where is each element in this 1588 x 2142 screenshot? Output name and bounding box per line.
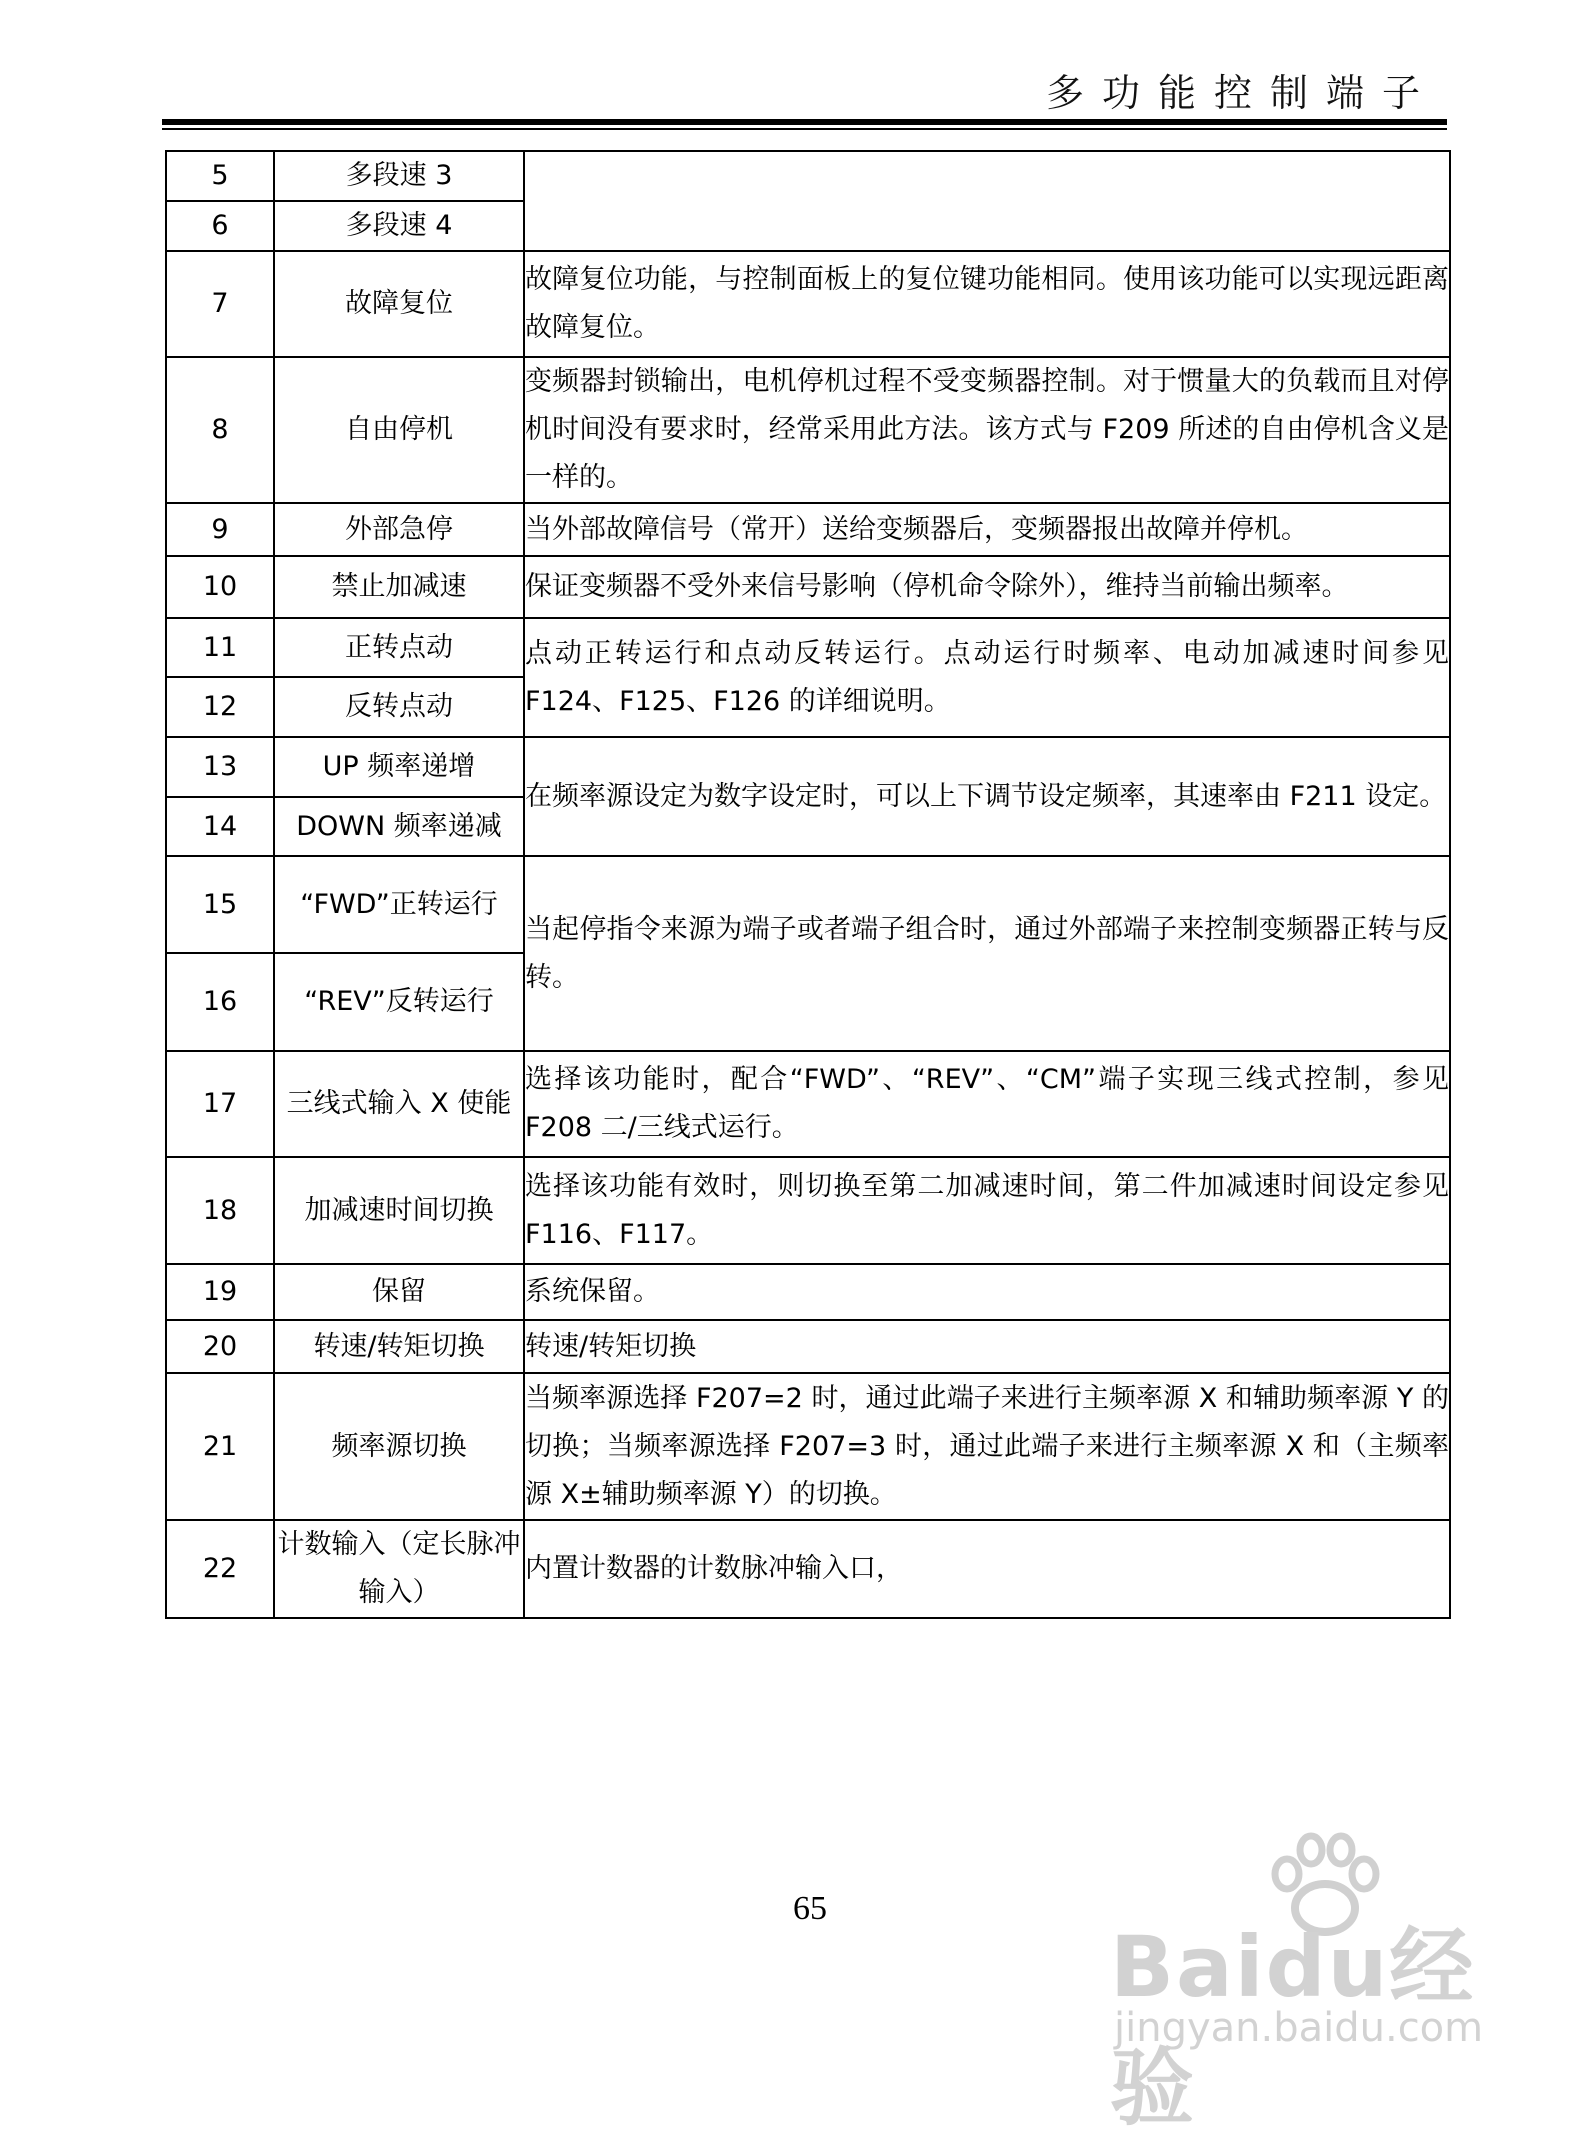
row-description: 当频率源选择 F207=2 时，通过此端子来进行主频率源 X 和辅助频率源 Y 的切换；当频率源选择 F207=3 时，通过此端子来进行主频率源 X 和（主频率源 X±辅助频率源 Y）的切换。 [524, 1373, 1450, 1520]
row-number: 6 [166, 201, 274, 251]
row-number: 9 [166, 503, 274, 556]
table-row [166, 357, 1450, 503]
row-function-name: 加减速时间切换 [274, 1157, 524, 1264]
row-description: 变频器封锁输出，电机停机过程不受变频器控制。对于惯量大的负载而且对停机时间没有要求时，经常采用此方法。该方式与 F209 所述的自由停机含义是一样的。 [524, 357, 1450, 503]
row-function-name: 正转点动 [274, 618, 524, 677]
row-function-name: 频率源切换 [274, 1373, 524, 1520]
row-function-name: 自由停机 [274, 357, 524, 503]
row-number: 13 [166, 737, 274, 797]
row-description: 内置计数器的计数脉冲输入口， [524, 1520, 1450, 1618]
row-description: 保证变频器不受外来信号影响（停机命令除外），维持当前输出频率。 [524, 556, 1450, 618]
header-rule-thin [162, 128, 1447, 130]
row-description: 故障复位功能，与控制面板上的复位键功能相同。使用该功能可以实现远距离故障复位。 [524, 251, 1450, 357]
page-header-title: 多功能控制端子 [1045, 71, 1438, 115]
row-description: 选择该功能时，配合“FWD”、“REV”、“CM”端子实现三线式控制，参见 F208 二/三线式运行。 [524, 1051, 1450, 1157]
row-number: 5 [166, 151, 274, 201]
watermark [1110, 1830, 1490, 2137]
row-function-name: 多段速 3 [274, 151, 524, 201]
table-row [166, 1264, 1450, 1320]
row-function-name: 禁止加减速 [274, 556, 524, 618]
row-number: 16 [166, 953, 274, 1051]
row-function-name: 计数输入（定长脉冲输入） [274, 1520, 524, 1618]
row-description: 系统保留。 [524, 1264, 1450, 1320]
row-function-name: 反转点动 [274, 677, 524, 737]
row-function-name: “FWD”正转运行 [274, 856, 524, 953]
row-number: 17 [166, 1051, 274, 1157]
table-row [166, 1157, 1450, 1264]
row-description-empty [524, 151, 1450, 251]
row-function-name: 外部急停 [274, 503, 524, 556]
row-description: 转速/转矩切换 [524, 1320, 1450, 1373]
row-function-name: DOWN 频率递减 [274, 797, 524, 856]
row-function-name: UP 频率递增 [274, 737, 524, 797]
row-number: 10 [166, 556, 274, 618]
row-description: 点动正转运行和点动反转运行。点动运行时频率、电动加减速时间参见 F124、F125、F126 的详细说明。 [524, 618, 1450, 737]
table-row [166, 503, 1450, 556]
function-table [165, 150, 1451, 1619]
row-function-name: 转速/转矩切换 [274, 1320, 524, 1373]
table-row [166, 556, 1450, 618]
table-row [166, 251, 1450, 357]
watermark-url: jingyan.baidu.com [1114, 2005, 1484, 2051]
row-description: 选择该功能有效时，则切换至第二加减速时间，第二件加减速时间设定参见 F116、F117。 [524, 1157, 1450, 1264]
table-row [166, 1373, 1450, 1520]
row-function-name: 故障复位 [274, 251, 524, 357]
header-rule [162, 119, 1447, 125]
row-number: 12 [166, 677, 274, 737]
row-function-name: 三线式输入 X 使能 [274, 1051, 524, 1157]
row-description: 在频率源设定为数字设定时，可以上下调节设定频率，其速率由 F211 设定。 [524, 737, 1450, 856]
row-number: 8 [166, 357, 274, 503]
table-row [166, 618, 1450, 677]
row-function-name: “REV”反转运行 [274, 953, 524, 1051]
watermark-brand: Baidu经验 [1110, 1918, 1476, 2137]
table-row [166, 151, 1450, 201]
row-number: 20 [166, 1320, 274, 1373]
row-function-name: 保留 [274, 1264, 524, 1320]
table-row [166, 1051, 1450, 1157]
row-number: 7 [166, 251, 274, 357]
table-row [166, 737, 1450, 797]
row-description: 当外部故障信号（常开）送给变频器后，变频器报出故障并停机。 [524, 503, 1450, 556]
row-number: 15 [166, 856, 274, 953]
row-function-name: 多段速 4 [274, 201, 524, 251]
row-number: 18 [166, 1157, 274, 1264]
row-number: 21 [166, 1373, 274, 1520]
row-number: 14 [166, 797, 274, 856]
row-number: 19 [166, 1264, 274, 1320]
table-row [166, 1520, 1450, 1618]
row-description: 当起停指令来源为端子或者端子组合时，通过外部端子来控制变频器正转与反转。 [524, 856, 1450, 1051]
row-number: 22 [166, 1520, 274, 1618]
table-row [166, 856, 1450, 953]
table-row [166, 1320, 1450, 1373]
row-number: 11 [166, 618, 274, 677]
page-number: 65 [793, 1890, 827, 1927]
